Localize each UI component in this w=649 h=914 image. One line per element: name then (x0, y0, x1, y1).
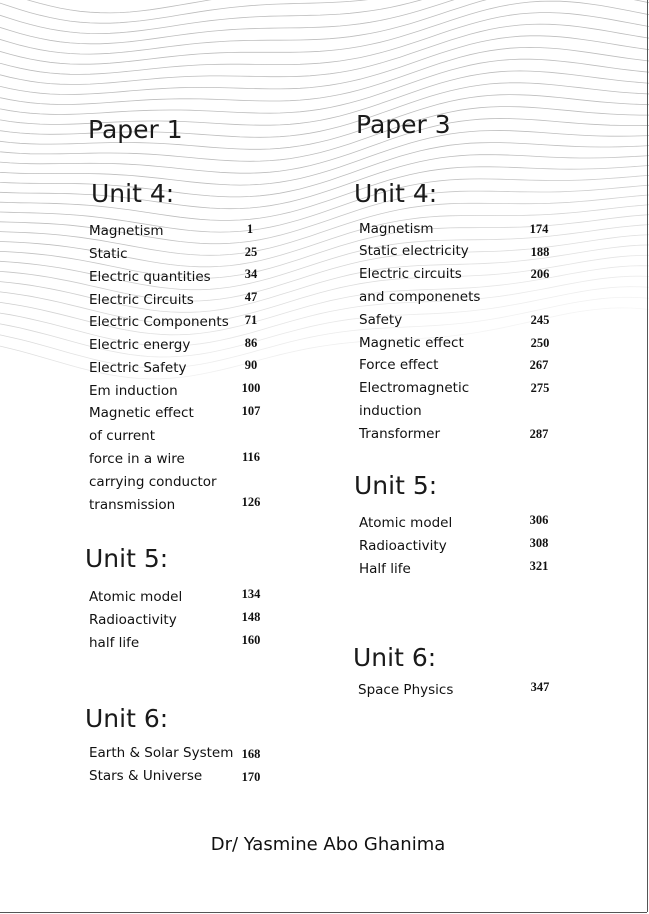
paper-1-unit-5-title: Unit 5: (85, 544, 169, 573)
toc-page-p1-force-in-wire: 116 (241, 450, 261, 464)
toc-page-p3-radioactivity: 308 (529, 536, 549, 550)
toc-page-p1-electric-quantities: 34 (244, 267, 258, 281)
paper-3-title: Paper 3 (356, 110, 451, 139)
toc-page-p1-half-life: 160 (241, 633, 261, 647)
page-edge-right (647, 0, 648, 912)
toc-item-p3-transformer: Transformer (359, 426, 441, 442)
toc-page-p1-atomic-model: 134 (241, 587, 261, 601)
toc-item-p3-radioactivity: Radioactivity (359, 538, 447, 554)
toc-item-p1-em-induction: Em induction (89, 383, 178, 399)
toc-page-p1-earth-solar-system: 168 (241, 747, 261, 761)
toc-item-p3-static-electricity: Static electricity (359, 243, 469, 259)
author-name: Dr/ Yasmine Abo Ghanima (210, 834, 446, 855)
toc-item-p1-atomic-model: Atomic model (89, 589, 183, 605)
toc-item-p3-electromagnetic-line2: induction (359, 403, 422, 419)
toc-item-p1-electric-energy: Electric energy (89, 337, 191, 353)
toc-page-p3-transformer: 287 (529, 427, 549, 441)
page-edge-bottom (0, 912, 647, 913)
paper-1-unit-6-title: Unit 6: (85, 704, 169, 733)
toc-page-p3-force-effect: 267 (529, 358, 549, 372)
toc-page-p1-transmission: 126 (241, 495, 261, 509)
paper-3-unit-4-title: Unit 4: (354, 179, 438, 208)
toc-page-p3-magnetic-effect: 250 (530, 336, 550, 350)
toc-item-p1-half-life: half life (89, 635, 140, 651)
toc-page-p1-radioactivity: 148 (241, 610, 261, 624)
toc-item-p1-magnetic-effect-line2: of current (89, 428, 156, 444)
toc-item-p3-electromagnetic: Electromagnetic (359, 380, 470, 396)
toc-item-p1-radioactivity: Radioactivity (89, 612, 177, 628)
paper-1-title: Paper 1 (88, 115, 183, 144)
toc-page-p3-electromagnetic: 275 (530, 381, 550, 395)
toc-item-p1-stars-universe: Stars & Universe (89, 768, 203, 784)
toc-item-p3-half-life: Half life (359, 561, 411, 577)
paper-1-unit-4-title: Unit 4: (91, 179, 175, 208)
toc-item-p1-force-in-wire-line2: carrying conductor (89, 474, 217, 490)
toc-item-p3-magnetism: Magnetism (359, 221, 434, 237)
toc-item-p1-force-in-wire: force in a wire (89, 451, 185, 467)
toc-item-p1-electric-components: Electric Components (89, 314, 229, 330)
toc-page-p1-em-induction: 100 (241, 381, 261, 395)
toc-page-p3-safety: 245 (530, 313, 550, 327)
toc-page-p3-space-physics: 347 (530, 680, 550, 694)
wave-pattern-background (0, 0, 649, 420)
toc-page-p1-electric-safety: 90 (244, 358, 258, 372)
toc-item-p3-safety: Safety (359, 312, 403, 328)
toc-item-p1-transmission: transmission (89, 497, 176, 513)
toc-item-p3-magnetic-effect: Magnetic effect (359, 335, 464, 351)
toc-item-p3-electric-circuits: Electric circuits (359, 266, 462, 282)
toc-page-p1-electric-energy: 86 (244, 336, 258, 350)
toc-item-p3-space-physics: Space Physics (358, 682, 454, 698)
toc-item-p3-atomic-model: Atomic model (359, 515, 453, 531)
toc-page-p3-electric-circuits: 206 (530, 267, 550, 281)
toc-item-p1-static: Static (89, 246, 128, 262)
toc-item-p3-electric-circuits-line2: and componenets (359, 289, 481, 305)
toc-item-p1-electric-quantities: Electric quantities (89, 269, 211, 285)
toc-page-p1-magnetic-effect: 107 (241, 404, 261, 418)
toc-page-p3-static-electricity: 188 (530, 245, 550, 259)
paper-3-unit-6-title: Unit 6: (353, 643, 437, 672)
toc-page-p1-static: 25 (244, 245, 258, 259)
toc-page-p1-electric-components: 71 (244, 313, 258, 327)
toc-item-p1-electric-safety: Electric Safety (89, 360, 187, 376)
toc-page-p1-stars-universe: 170 (241, 770, 261, 784)
toc-item-p1-magnetism: Magnetism (89, 223, 164, 239)
toc-item-p1-electric-circuits: Electric Circuits (89, 292, 194, 308)
toc-page-p1-electric-circuits: 47 (244, 290, 258, 304)
paper-3-unit-5-title: Unit 5: (354, 471, 438, 500)
toc-page-p3-magnetism: 174 (529, 222, 549, 236)
toc-page-p1-magnetism: 1 (246, 222, 254, 236)
toc-item-p1-magnetic-effect: Magnetic effect (89, 405, 194, 421)
toc-page-p3-atomic-model: 306 (529, 513, 549, 527)
wave-fade (0, 0, 649, 420)
toc-item-p1-earth-solar-system: Earth & Solar System (89, 745, 234, 761)
toc-page-p3-half-life: 321 (529, 559, 549, 573)
toc-item-p3-force-effect: Force effect (359, 357, 439, 373)
